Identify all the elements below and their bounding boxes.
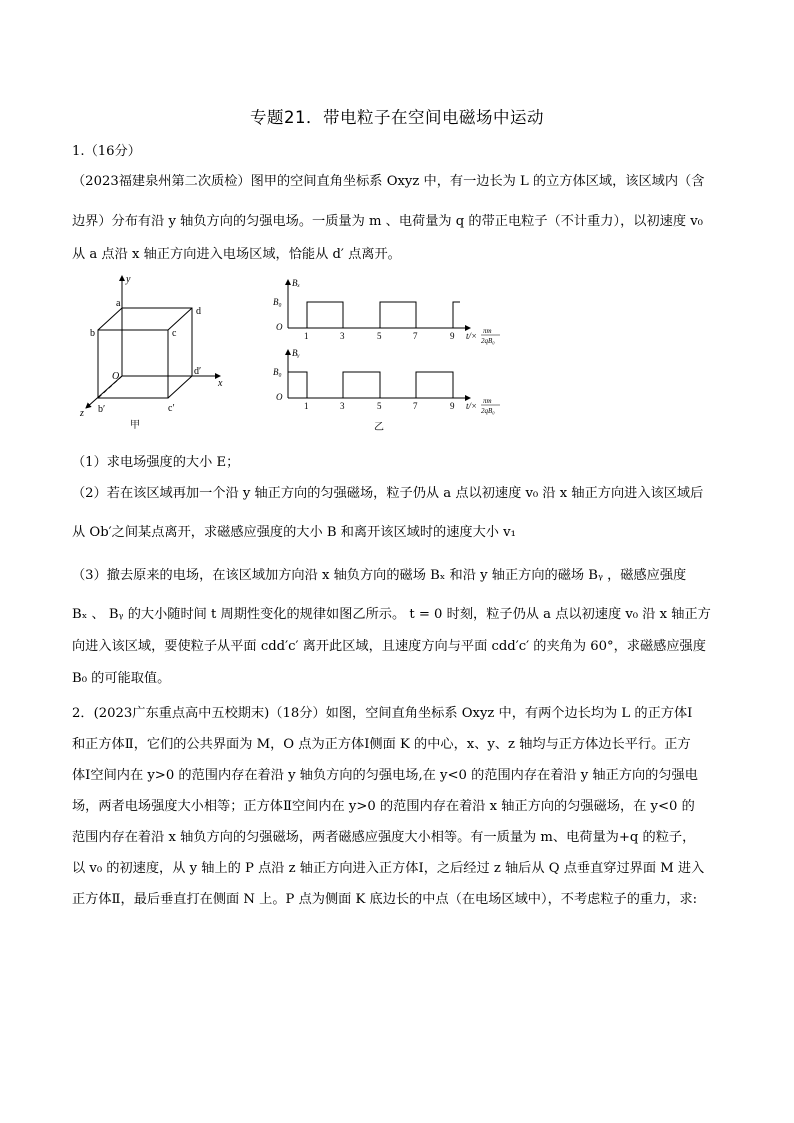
by-t-unit-num: πm: [483, 397, 492, 405]
bx-tick-9: 9: [450, 331, 455, 341]
bx-label: Bₓ: [292, 278, 301, 288]
label-a: a: [116, 298, 121, 309]
by-plot: [273, 348, 500, 415]
by-pulse-0: [288, 372, 307, 398]
bx-pulse-3: [453, 302, 460, 328]
bx-level: B₀: [273, 297, 282, 307]
q1-part2-line-2: 从 Ob′之间某点离开，求磁感应强度的大小 B 和离开该区域时的速度大小 v₁: [72, 525, 516, 540]
bx-tick-7: 7: [413, 331, 418, 341]
q2-line-4: 场，两者电场强度大小相等；正方体Ⅱ空间内在 y>0 的范围内存在着沿 x 轴正方向的匀强磁场，在 y<0 的: [72, 799, 695, 814]
by-origin: O: [276, 392, 283, 402]
bx-tick-5: 5: [377, 331, 382, 341]
bx-tick-3: 3: [340, 331, 345, 341]
bx-pulse-2: [380, 302, 416, 328]
q1-part2-line-1: （2）若在该区域再加一个沿 y 轴正方向的匀强磁场，粒子仍从 a 点以初速度 v₀ 沿 x 轴正方向进入该区域后: [72, 486, 704, 501]
q1-line-1: （2023福建泉州第二次质检）图甲的空间直角坐标系 Oxyz 中，有一边长为 L 的立方体区域，该区域内（含: [72, 174, 705, 189]
q1-part3-line-1: （3）撤去原来的电场，在该区域加方向沿 x 轴负方向的磁场 Bₓ 和沿 y 轴正方向的磁场 Bᵧ ，磁感应强度: [72, 568, 687, 583]
label-d: d: [196, 306, 201, 317]
bx-pulse-1: [307, 302, 343, 328]
label-c: c: [172, 328, 177, 339]
label-O: O: [112, 371, 120, 382]
edge-b-a: [98, 308, 122, 330]
by-tick-7: 7: [413, 401, 418, 411]
q1-part3-line-3: 向进入该区域，要使粒子从平面 cdd′c′ 离开此区域，且速度方向与平面 cdd′c′ 的夹角为 60°，求磁感应强度: [72, 639, 706, 654]
by-pulse-2: [416, 372, 453, 398]
label-d-prime: d′: [194, 366, 202, 377]
by-level: B₀: [273, 367, 282, 377]
by-t-unit-den: 2qB₀: [481, 407, 495, 415]
bx-origin: O: [276, 322, 283, 332]
q1-part1: （1）求电场强度的大小 E；: [72, 455, 240, 470]
q2-line-3: 体Ⅰ空间内在 y>0 的范围内存在着沿 y 轴负方向的匀强电场,在 y<0 的范围内存在着沿 y 轴正方向的匀强电: [72, 768, 698, 783]
caption-jia: 甲: [130, 420, 140, 431]
bx-t-unit-den: 2qB₀: [481, 337, 495, 345]
by-t-label: t/×: [466, 401, 478, 411]
bx-t-unit-num: πm: [483, 327, 492, 335]
page-title: 专题21．带电粒子在空间电磁场中运动: [250, 108, 544, 127]
by-tick-5: 5: [377, 401, 382, 411]
by-label: Bᵧ: [292, 348, 300, 358]
label-z: z: [80, 408, 84, 419]
q1-line-2: 边界）分布有沿 y 轴负方向的匀强电场。一质量为 m 、电荷量为 q 的带正电粒子（不计重力），以初速度 v₀: [72, 214, 703, 229]
label-b-prime: b′: [98, 404, 106, 415]
label-b: b: [90, 328, 95, 339]
q2-line-5: 范围内存在着沿 x 轴负方向的匀强磁场，两者磁感应强度大小相等。有一质量为 m、电荷量为+q 的粒子，: [72, 830, 696, 845]
by-pulse-1: [343, 372, 380, 398]
caption-yi: 乙: [374, 422, 384, 433]
figure-field-time: [270, 272, 510, 436]
bx-tick-1: 1: [304, 331, 309, 341]
q1-header: 1.（16分）: [72, 144, 141, 159]
q2-line-7: 正方体Ⅱ，最后垂直打在侧面 N 上。P 点为侧面 K 底边长的中点（在电场区域中），不考虑粒子的重力，求:: [72, 892, 698, 907]
label-y: y: [126, 274, 131, 285]
q1-part3-line-4: B₀ 的可能取值。: [72, 671, 171, 686]
label-x: x: [218, 378, 223, 389]
bx-t-label: t/×: [466, 331, 478, 341]
by-tick-1: 1: [304, 401, 309, 411]
edge-cprime-dprime: [168, 376, 192, 398]
by-tick-9: 9: [450, 401, 455, 411]
q2-line-1: 2．(2023广东重点高中五校期末)（18分）如图，空间直角坐标系 Oxyz 中，有两个边长均为 L 的正方体Ⅰ: [72, 706, 693, 721]
bx-plot: [273, 278, 500, 345]
edge-c-d: [168, 308, 192, 330]
by-tick-3: 3: [340, 401, 345, 411]
q2-line-6: 以 v₀ 的初速度，从 y 轴上的 P 点沿 z 轴正方向进入正方体Ⅰ，之后经过 z 轴后从 Q 点垂直穿过界面 M 进入: [72, 861, 705, 876]
q1-part3-line-2: Bₓ 、 Bᵧ 的大小随时间 t 周期性变化的规律如图乙所示。 t = 0 时刻，粒子仍从 a 点以初速度 v₀ 沿 x 轴正方: [72, 607, 711, 622]
figure-cube: [74, 266, 254, 438]
q2-line-2: 和正方体Ⅱ，它们的公共界面为 M，O 点为正方体Ⅰ侧面 K 的中心，x、y、z 轴均与正方体边长平行。正方: [72, 737, 691, 752]
label-c-prime: c′: [168, 403, 175, 414]
q1-line-3: 从 a 点沿 x 轴正方向进入电场区域，恰能从 d′ 点离开。: [72, 247, 401, 262]
